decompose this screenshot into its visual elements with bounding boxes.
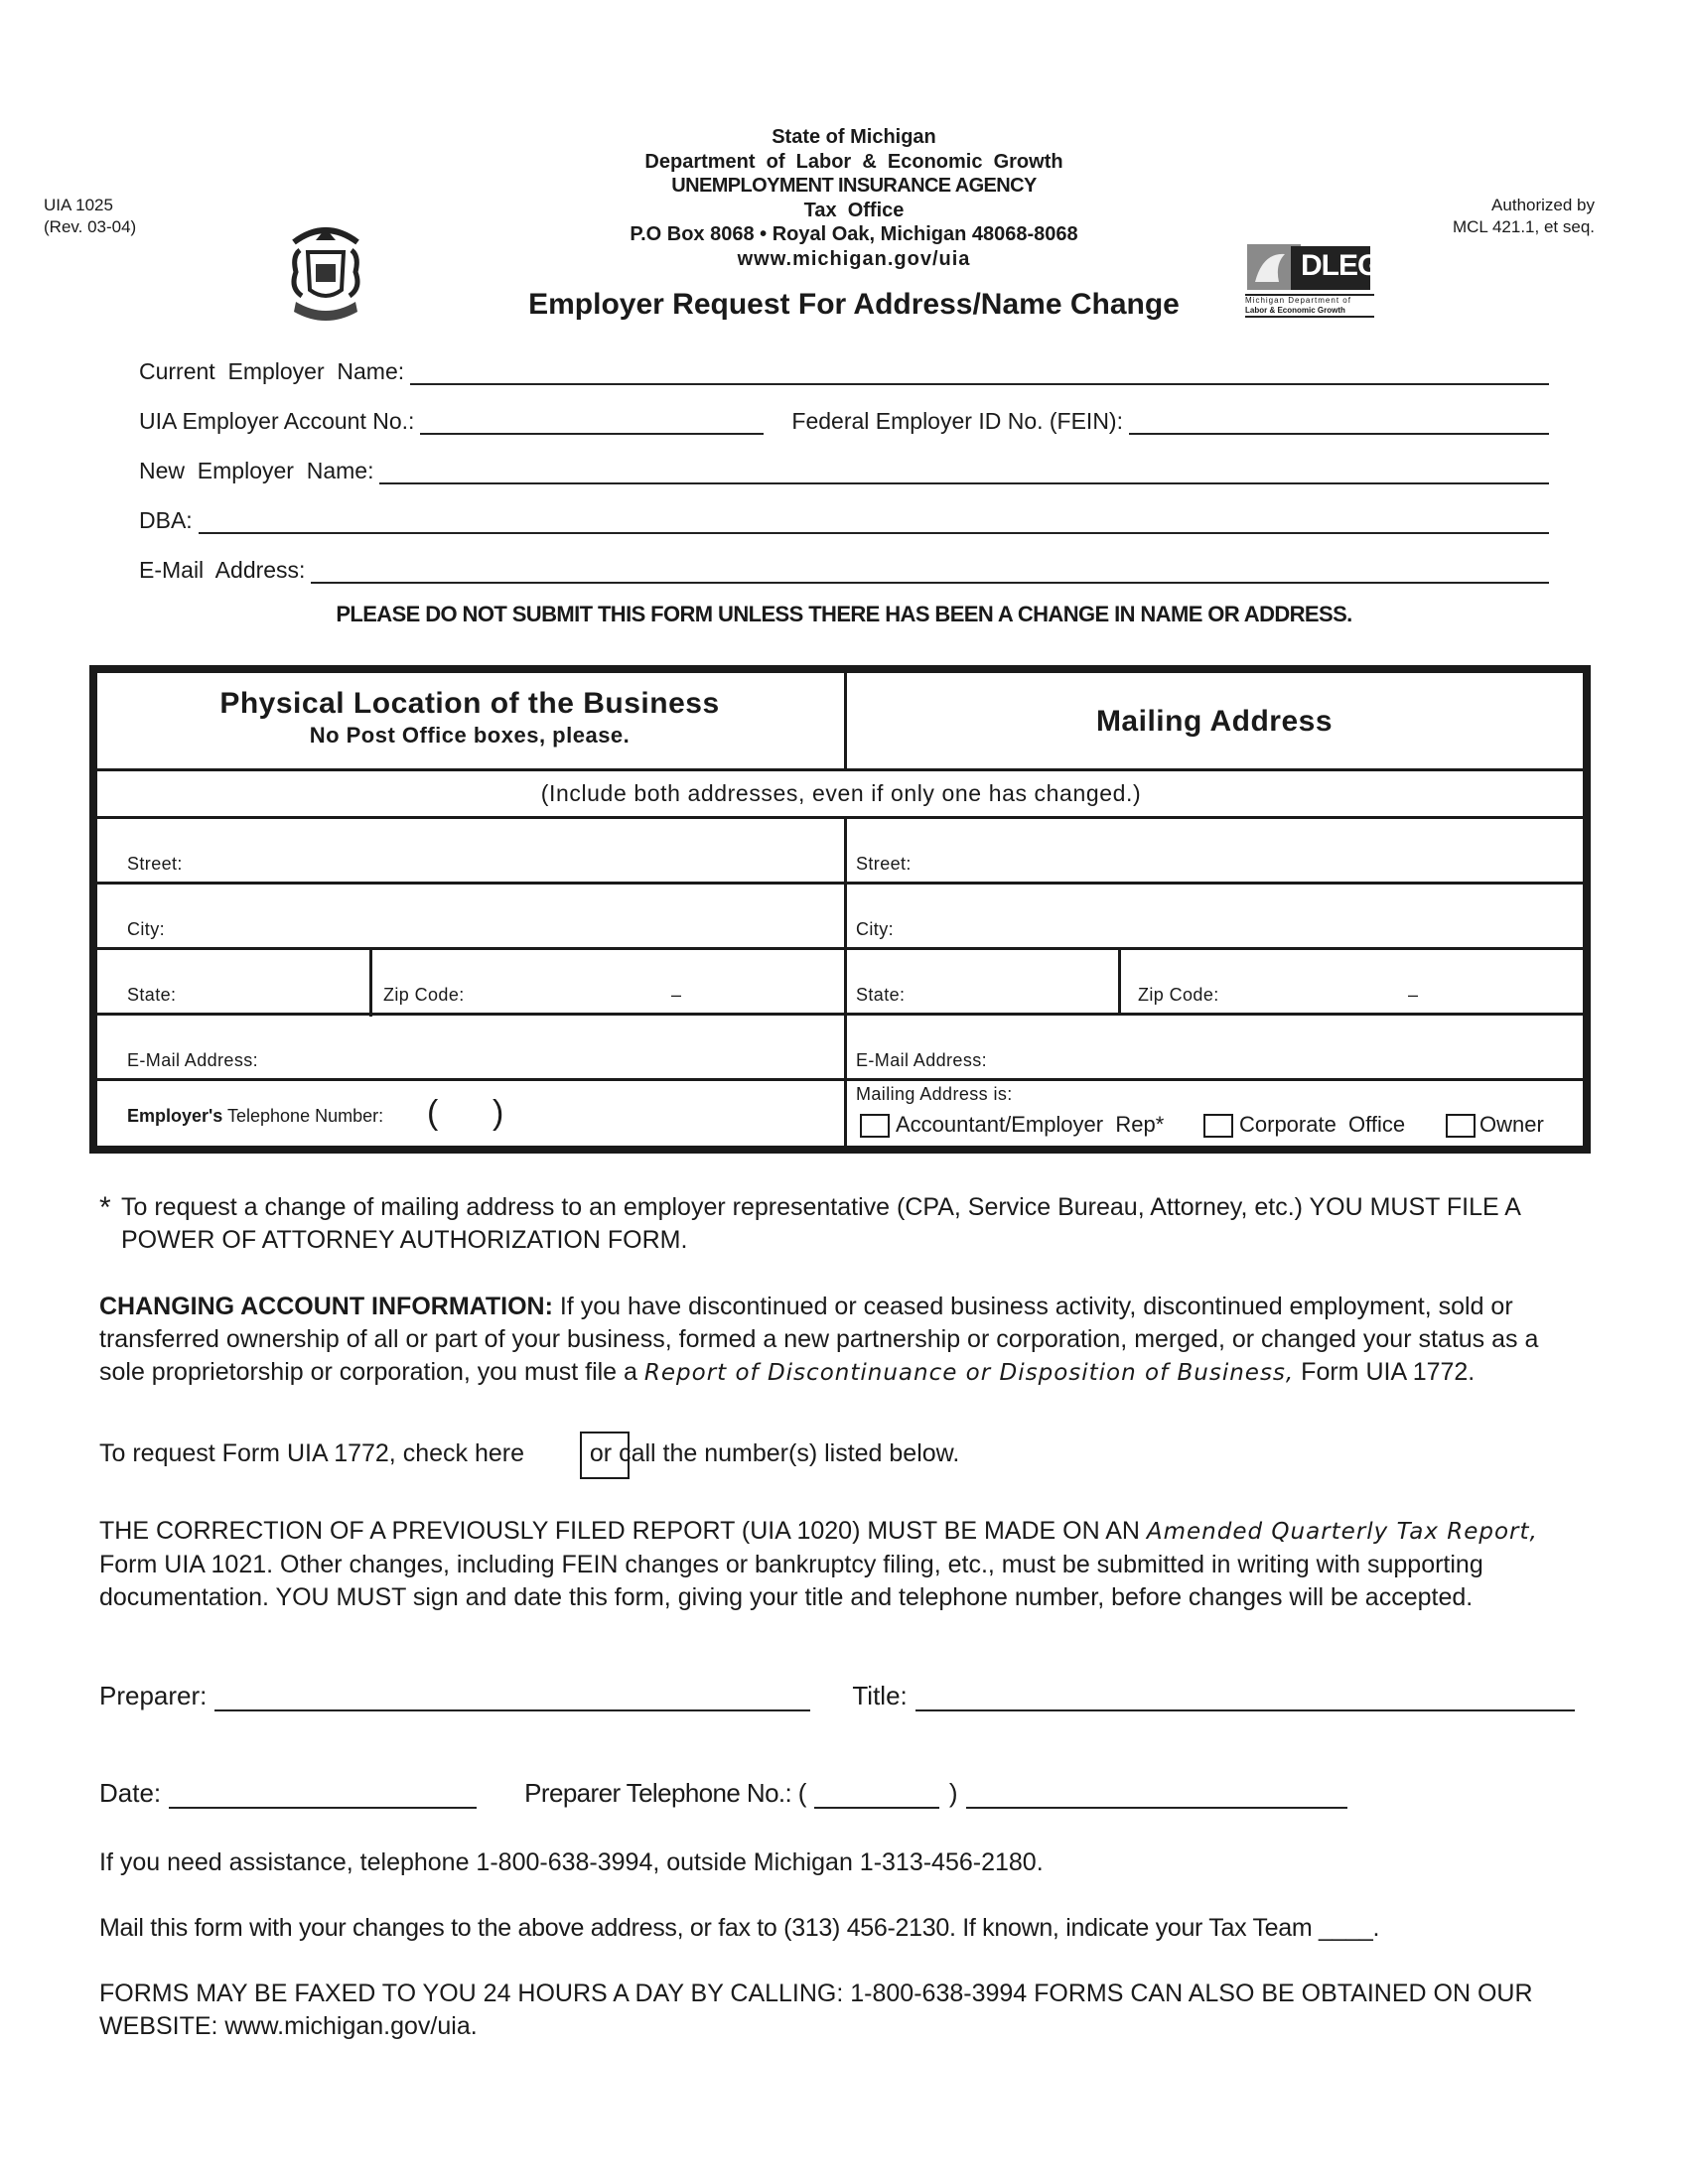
telephone-number-field[interactable] xyxy=(516,1096,834,1134)
mailing-zip-dash: – xyxy=(1408,985,1419,1005)
mailing-city-label: City: xyxy=(856,919,894,939)
form-number-block xyxy=(44,195,136,238)
agency-name: UNEMPLOYMENT INSURANCE AGENCY xyxy=(671,175,1037,197)
date-phone-row xyxy=(99,1775,1589,1809)
form-title: Employer Request For Address/Name Change xyxy=(528,288,1180,321)
employer-email-label: E-Mail Address: xyxy=(139,557,306,583)
physical-zip-field[interactable] xyxy=(477,965,834,1005)
corporate-office-label: Corporate Office xyxy=(1239,1112,1406,1137)
accountant-rep-label: Accountant/Employer Rep* xyxy=(896,1112,1165,1137)
include-both-note: (Include both addresses, even if only one has changed.) xyxy=(540,780,1142,806)
mailing-zip-label: Zip Code: xyxy=(1138,985,1219,1005)
physical-zip-dash: – xyxy=(671,985,682,1005)
mailing-state-field[interactable] xyxy=(917,965,1112,1005)
mailing-address-title: Mailing Address xyxy=(1095,705,1334,738)
state-zip-divider-right xyxy=(1118,947,1121,1015)
employer-telephone-row xyxy=(127,1106,383,1127)
row-line xyxy=(97,1078,1583,1081)
corporate-office-checkbox[interactable] xyxy=(1203,1114,1233,1138)
mailing-street-field[interactable] xyxy=(927,834,1575,874)
fein-field[interactable] xyxy=(1129,411,1549,435)
mailing-email-label: E-Mail Address: xyxy=(856,1050,988,1070)
mailing-state-label: State: xyxy=(856,985,906,1005)
new-employer-name-row xyxy=(139,455,1549,484)
uia-account-number-field[interactable] xyxy=(420,411,764,435)
state-zip-divider-left xyxy=(369,947,372,1017)
new-employer-name-field[interactable] xyxy=(379,461,1549,484)
office-name: Tax Office xyxy=(803,199,905,221)
preparer-phone-number-field[interactable] xyxy=(966,1783,1347,1809)
account-fein-row xyxy=(139,405,1549,435)
correction-text: THE CORRECTION OF A PREVIOUSLY FILED REPORT (UIA 1020) MUST BE MADE ON AN xyxy=(99,1517,1147,1545)
row-line xyxy=(97,882,1583,885)
assistance-line: If you need assistance, telephone 1-800-638-3994, outside Michigan 1-313-456-2180. xyxy=(99,1848,1044,1876)
dba-row xyxy=(139,504,1549,534)
amended-report-name: Amended Quarterly Tax Report, xyxy=(1146,1519,1538,1545)
telephone-paren-close: ) xyxy=(492,1094,504,1132)
request-1772-checkbox[interactable] xyxy=(580,1432,630,1479)
preparer-phone-area-field[interactable] xyxy=(814,1783,939,1809)
agency-website: www.michigan.gov/uia xyxy=(737,247,971,270)
dleg-logo-text: DLEG xyxy=(1301,249,1380,282)
current-employer-name-label: Current Employer Name: xyxy=(139,358,405,384)
physical-zip-label: Zip Code: xyxy=(383,985,465,1005)
agency-header xyxy=(447,125,1261,271)
uia-account-number-label: UIA Employer Account No.: xyxy=(139,408,415,434)
dleg-logo xyxy=(1245,242,1380,318)
preparer-phone-label: Preparer Telephone No.: ( xyxy=(524,1778,806,1808)
changing-account-text: If you have discontinued or ceased business activity, discontinued employment, sold or transferred ownership of all or part of your business, formed a new partnership or corporation, merged, or changed your status as a sole proprietorship or corporation, you must file a xyxy=(99,1293,1539,1386)
date-label: Date: xyxy=(99,1778,162,1808)
employer-telephone-label: Telephone Number: xyxy=(222,1106,384,1126)
physical-state-field[interactable] xyxy=(189,965,363,1005)
changing-account-info xyxy=(99,1291,1589,1390)
preparer-phone-paren-close: ) xyxy=(948,1778,958,1808)
request-1772-row xyxy=(99,1437,1589,1470)
row-line xyxy=(97,1013,1583,1016)
correction-paragraph xyxy=(99,1515,1589,1614)
authorized-statute: MCL 421.1, et seq. xyxy=(1452,217,1595,236)
physical-city-label: City: xyxy=(127,919,165,939)
column-divider xyxy=(844,816,847,1146)
preparer-title-row xyxy=(99,1678,1589,1711)
owner-checkbox[interactable] xyxy=(1446,1114,1476,1138)
employer-email-field[interactable] xyxy=(311,560,1549,584)
discontinuance-form-name: Report of Discontinuance or Disposition of Business, xyxy=(643,1360,1295,1386)
form-number: UIA 1025 xyxy=(44,196,113,214)
current-employer-name-field[interactable] xyxy=(410,361,1549,385)
submission-warning: PLEASE DO NOT SUBMIT THIS FORM UNLESS THERE HAS BEEN A CHANGE IN NAME OR ADDRESS. xyxy=(336,602,1352,626)
dleg-logo-sub1: Michigan Department of xyxy=(1245,294,1374,306)
physical-email-field[interactable] xyxy=(274,1030,834,1070)
michigan-seal-icon xyxy=(276,216,375,328)
state-name: State of Michigan xyxy=(772,126,936,148)
physical-state-label: State: xyxy=(127,985,177,1005)
correction-text-end: Form UIA 1021. Other changes, including FEIN changes or bankruptcy filing, etc., must be submitted in writing with supporting documentation. YOU MUST sign and date this form, giving your title and telephone number, before changes will be accepted. xyxy=(99,1551,1483,1611)
mailing-email-field[interactable] xyxy=(1003,1030,1575,1070)
mailing-address-is-label: Mailing Address is: xyxy=(856,1084,1013,1104)
mailing-city-field[interactable] xyxy=(908,899,1575,939)
new-employer-name-label: New Employer Name: xyxy=(139,458,374,483)
authorized-by: Authorized by xyxy=(1491,196,1595,214)
title-label: Title: xyxy=(852,1681,908,1710)
asterisk-mark: * xyxy=(99,1191,111,1224)
physical-location-subtitle: No Post Office boxes, please. xyxy=(309,723,631,748)
physical-email-label: E-Mail Address: xyxy=(127,1050,259,1070)
date-field[interactable] xyxy=(169,1783,477,1809)
physical-street-field[interactable] xyxy=(199,834,834,874)
mailing-street-label: Street: xyxy=(856,854,912,874)
row-line xyxy=(97,768,1583,771)
authorization-block xyxy=(1453,195,1595,238)
preparer-label: Preparer: xyxy=(99,1681,208,1710)
owner-label: Owner xyxy=(1479,1112,1544,1137)
mail-fax-line: Mail this form with your changes to the above address, or fax to (313) 456-2130. If known, indicate your Tax Team ____. xyxy=(99,1914,1380,1942)
physical-street-label: Street: xyxy=(127,854,183,874)
request-1772-text: To request Form UIA 1772, check here xyxy=(99,1439,524,1467)
mailing-zip-field[interactable] xyxy=(1231,965,1575,1005)
telephone-paren-open: ( xyxy=(427,1094,439,1132)
forms-faxed-note: FORMS MAY BE FAXED TO YOU 24 HOURS A DAY BY CALLING: 1-800-638-3994 FORMS CAN ALSO BE OBTAINED ON OUR WEBSITE: www.michigan.gov/uia. xyxy=(99,1979,1533,2040)
power-of-attorney-note xyxy=(99,1191,1589,1257)
changing-account-heading: CHANGING ACCOUNT INFORMATION: xyxy=(99,1293,553,1320)
preparer-field[interactable] xyxy=(214,1686,810,1711)
physical-location-title: Physical Location of the Business xyxy=(219,687,720,720)
telephone-area-code-field[interactable] xyxy=(443,1096,489,1134)
form-revision: (Rev. 03-04) xyxy=(44,217,137,236)
physical-city-field[interactable] xyxy=(179,899,834,939)
request-1772-call-text: or call the number(s) listed below. xyxy=(589,1439,960,1467)
dba-field[interactable] xyxy=(199,510,1549,534)
changing-account-end: Form UIA 1772. xyxy=(1294,1358,1476,1386)
employer-telephone-label-bold: Employer's xyxy=(127,1106,223,1126)
row-line xyxy=(97,816,1583,819)
dba-label: DBA: xyxy=(139,507,193,533)
power-of-attorney-text: To request a change of mailing address to an employer representative (CPA, Service Bureau, Attorney, etc.) YOU MUST FILE A POWER OF ATTORNEY AUTHORIZATION FORM. xyxy=(121,1193,1520,1254)
accountant-rep-checkbox[interactable] xyxy=(860,1114,890,1138)
dleg-logo-sub2: Labor & Economic Growth xyxy=(1245,306,1374,318)
current-employer-name-row xyxy=(139,355,1549,385)
employer-email-row xyxy=(139,554,1549,584)
agency-address: P.O Box 8068 • Royal Oak, Michigan 48068-8068 xyxy=(630,223,1078,245)
department-name: Department of Labor & Economic Growth xyxy=(644,150,1063,173)
fein-label: Federal Employer ID No. (FEIN): xyxy=(791,408,1123,434)
row-line xyxy=(97,947,1583,950)
title-field[interactable] xyxy=(915,1686,1575,1711)
